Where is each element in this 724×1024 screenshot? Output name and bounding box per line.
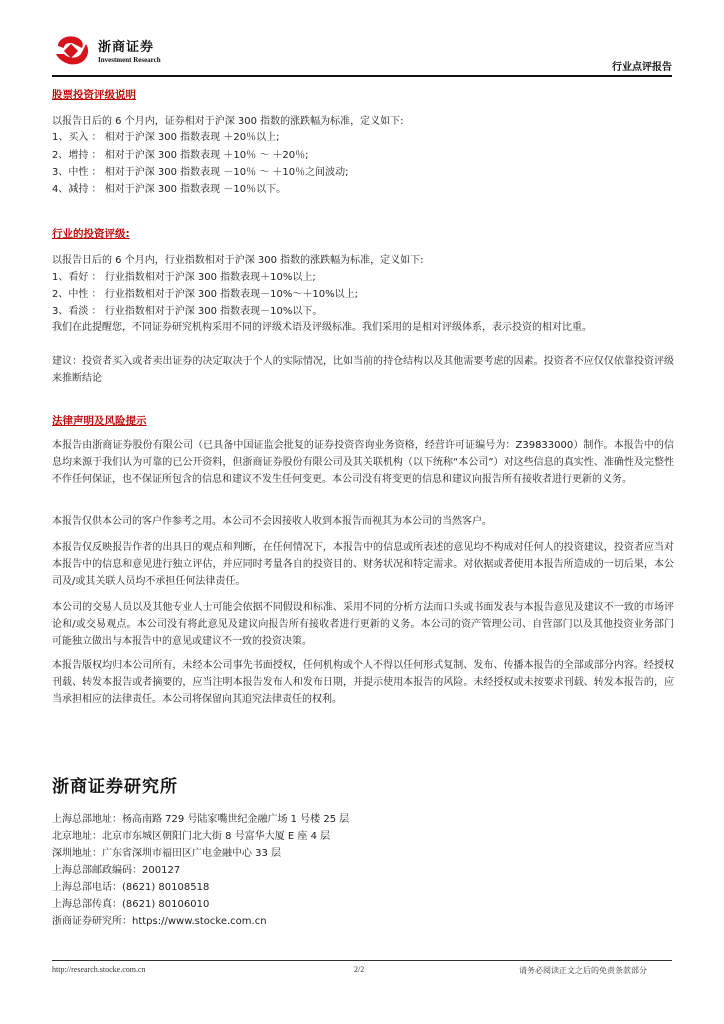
institute-contact-line: 上海总部电话：(8621) 80108518 [52,882,210,893]
institute-title: 浙商证券研究所 [52,777,178,797]
industry-rating-item: 1、看好 ： 行业指数相对于沪深 300 指数表现＋10%以上; [52,272,316,283]
legal-paragraph: 本报告仅反映报告作者的出具日的观点和判断，在任何情况下，本报告中的信息或所表述的意见均不构成对任何人的投资建议，投资者应当对本报告中的信息和意见进行独立评估，并应同时考量各自的投资目的、财务状况和特定需求。对依据或者使用本报告所造成的一切后果，本公司及/或其关联人员均不承担任何法律责任。 [52,542,674,587]
institute-contact-line: 北京地址：北京市东城区朝阳门北大街 8 号富华大厦 E 座 4 层 [52,831,331,842]
industry-rating-note: 我们在此提醒您，不同证券研究机构采用不同的评级术语及评级标准。我们采用的是相对评级体系，表示投资的相对比重。 [52,322,592,333]
stock-rating-item: 1、买入 ： 相对于沪深 300 指数表现 ＋20％以上; [52,132,280,143]
logo-english-name: Investment Research [98,56,161,64]
industry-rating-item: 3、看淡 ： 行业指数相对于沪深 300 指数表现－10%以下。 [52,306,323,317]
header-divider [52,75,672,77]
investment-advice: 建议：投资者买入或者卖出证券的决定取决于个人的实际情况，比如当前的持仓结构以及其他需要考虑的因素。投资者不应仅仅依靠投资评级来推断结论 [52,356,674,384]
footer-divider [52,960,672,961]
legal-title: 法律声明及风险提示 [52,415,147,427]
institute-contact-line: 上海总部邮政编码：200127 [52,865,181,876]
stock-rating-item: 4、减持 ： 相对于沪深 300 指数表现 －10％以下。 [52,184,287,195]
legal-paragraph: 本公司的交易人员以及其他专业人士可能会依据不同假设和标准、采用不同的分析方法而口头或书面发表与本报告意见及建议不一致的市场评论和/或交易观点。本公司没有将此意见及建议向报告所有接收者进行更新的义务。本公司的资产管理公司、自营部门以及其他投资业务部门可能独立做出与本报告中的意见或建议不一致的投资决策。 [52,602,674,647]
institute-contact-line: 上海总部传真：(8621) 80106010 [52,899,210,910]
stock-rating-item: 3、中性 ： 相对于沪深 300 指数表现 －10％ ～ ＋10％之间波动; [52,167,349,178]
stock-rating-title: 股票投资评级说明 [52,89,136,101]
zheshang-logo-icon [52,32,92,70]
stock-rating-intro: 以报告日后的 6 个月内，证券相对于沪深 300 指数的涨跌幅为标准，定义如下: [52,116,404,127]
industry-rating-intro: 以报告日后的 6 个月内，行业指数相对于沪深 300 指数的涨跌幅为标准，定义如下: [52,255,424,266]
institute-website-line[interactable]: 浙商证券研究所：https://www.stocke.com.cn [52,916,267,927]
logo-chinese-name: 浙商证券 [98,40,155,55]
page-number: 2/2 [354,965,365,974]
industry-rating-item: 2、中性 ： 行业指数相对于沪深 300 指数表现－10%～＋10%以上; [52,289,358,300]
institute-contact-line: 深圳地址：广东省深圳市福田区广电金融中心 33 层 [52,848,282,859]
footer-disclaimer: 请务必阅读正文之后的免责条款部分 [519,966,647,975]
industry-rating-title: 行业的投资评级: [52,228,130,240]
legal-paragraph: 本报告由浙商证券股份有限公司（已具备中国证监会批复的证券投资咨询业务资格，经营许可证编号为：Z39833000）制作。本报告中的信息均来源于我们认为可靠的已公开资料，但浙商证券股份有限公司及其关联机构（以下统称“本公司”）对这些信息的真实性、准确性及完整性不作任何保证，也不保证所包含的信息和建议不发生任何变更。本公司没有将变更的信息和建议向报告所有接收者进行更新的义务。 [52,440,674,485]
legal-paragraph: 本报告仅供本公司的客户作参考之用。本公司不会因接收人收到本报告而视其为本公司的当然客户。 [52,516,492,527]
stock-rating-item: 2、增持 ： 相对于沪深 300 指数表现 ＋10％ ～ ＋20％; [52,150,309,161]
legal-paragraph: 本报告版权均归本公司所有，未经本公司事先书面授权，任何机构或个人不得以任何形式复制、发布、传播本报告的全部或部分内容。经授权刊载、转发本报告或者摘要的，应当注明本报告发布人和发布日期，并提示使用本报告的风险。未经授权或未按要求刊载、转发本报告的，应当承担相应的法律责任。本公司将保留向其追究法律责任的权利。 [52,660,674,705]
footer-url-link[interactable]: http://research.stocke.com.cn [52,965,146,974]
report-type-label: 行业点评报告 [612,62,672,73]
institute-contact-line: 上海总部地址：杨高南路 729 号陆家嘴世纪金融广场 1 号楼 25 层 [52,814,350,825]
page-header [52,28,672,74]
